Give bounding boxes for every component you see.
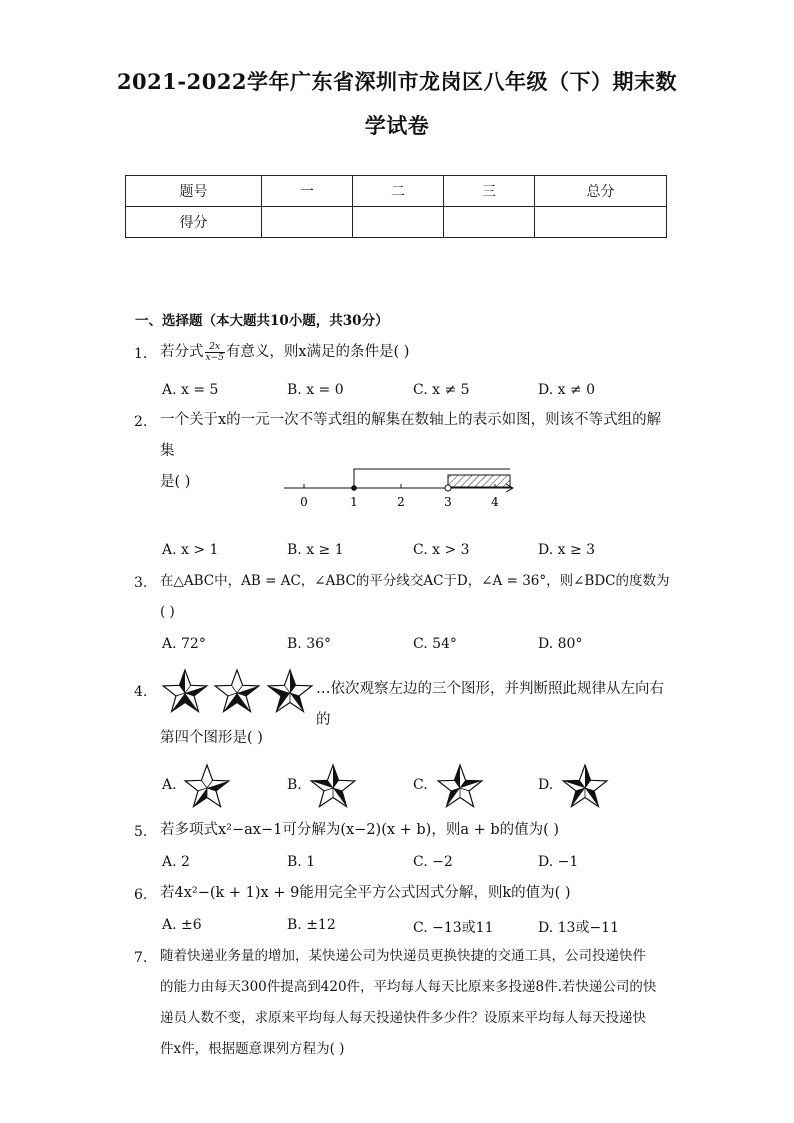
q7-line2: 的能力由每天300件提高到420件，平均每人每天比原来多投递8件.若快递公司的快 bbox=[160, 979, 657, 995]
row-label-cell: 得分 bbox=[126, 207, 262, 238]
star-spoke bbox=[460, 788, 469, 791]
q4-line1: …依次观察左边的三个图形，并判断照此规律从左向右的 bbox=[316, 681, 664, 728]
score-table bbox=[125, 175, 667, 238]
question-number: 6. bbox=[134, 887, 148, 903]
star-option-a-icon bbox=[182, 762, 232, 810]
option-c[interactable]: C. −2 bbox=[413, 854, 453, 870]
q1-pre: 若分式 bbox=[160, 344, 204, 360]
star-shaded-wedge bbox=[585, 788, 599, 807]
option-b[interactable]: B. x ≥ 1 bbox=[287, 542, 344, 558]
header-cell: 一 bbox=[262, 176, 353, 207]
q2-line2: 是( ) bbox=[160, 474, 191, 490]
question-number: 7. bbox=[134, 950, 148, 966]
option-b[interactable]: B. ±12 bbox=[287, 917, 336, 933]
option-a[interactable]: A. 2 bbox=[162, 854, 190, 870]
score-cell[interactable] bbox=[353, 207, 444, 238]
question-number: 2. bbox=[134, 414, 148, 430]
star-option-d-icon bbox=[560, 762, 610, 810]
exam-title-line1: 2021-2022学年广东省深圳市龙岗区八年级（下）期末数 bbox=[116, 69, 678, 94]
hatched-region bbox=[448, 475, 510, 487]
score-cell[interactable] bbox=[535, 207, 667, 238]
star-shaded-wedge bbox=[193, 788, 207, 807]
score-cell[interactable] bbox=[262, 207, 353, 238]
option-d[interactable]: D. 13或−11 bbox=[538, 920, 619, 936]
option-b[interactable]: B. 1 bbox=[287, 854, 316, 870]
star-spoke bbox=[324, 788, 333, 791]
star-figure-2 bbox=[212, 667, 262, 715]
score-table-header-row bbox=[126, 176, 667, 207]
tick-label: 3 bbox=[444, 495, 452, 509]
option-c[interactable]: C. −13或11 bbox=[413, 920, 494, 936]
option-d[interactable]: D. x ≥ 3 bbox=[538, 542, 596, 558]
option-b[interactable]: B. 36° bbox=[287, 636, 332, 652]
q5-line1: 若多项式x²−ax−1可分解为(x−2)(x + b)，则a + b的值为( ) bbox=[160, 822, 560, 838]
q7-line1: 随着快递业务量的增加，某快递公司为快递员更换快捷的交通工具，公司投递快件 bbox=[160, 948, 646, 964]
tick-label: 2 bbox=[397, 495, 405, 509]
star-option-c-icon bbox=[435, 762, 485, 810]
option-b[interactable]: B. x = 0 bbox=[287, 382, 344, 398]
header-cell: 总分 bbox=[535, 176, 667, 207]
header-cell: 题号 bbox=[126, 176, 262, 207]
option-b[interactable]: B. bbox=[287, 777, 302, 793]
tick-label: 4 bbox=[491, 495, 499, 509]
star-figure-3 bbox=[265, 667, 315, 715]
q4-line2: 第四个图形是( ) bbox=[160, 730, 263, 746]
q3-line1: 在△ABC中，AB = AC，∠ABC的平分线交AC于D，∠A = 36°，则∠BDC的度数为 bbox=[160, 573, 670, 589]
header-cell: 二 bbox=[353, 176, 444, 207]
star-outline bbox=[185, 765, 229, 807]
q1-post: 有意义，则x满足的条件是( ) bbox=[225, 344, 410, 360]
star-shaded-wedge bbox=[237, 693, 251, 712]
hollow-point bbox=[445, 485, 451, 491]
option-a[interactable]: A. 72° bbox=[162, 636, 206, 652]
star-shaded-wedge bbox=[223, 693, 237, 712]
score-cell[interactable] bbox=[444, 207, 535, 238]
question-7-text bbox=[160, 941, 670, 1065]
question-number: 4. bbox=[134, 684, 148, 700]
option-d[interactable]: D. 80° bbox=[538, 636, 583, 652]
option-c[interactable]: C. x ≠ 5 bbox=[413, 382, 470, 398]
question-1-text bbox=[160, 337, 670, 368]
solid-point bbox=[351, 485, 357, 491]
option-a[interactable]: A. ±6 bbox=[162, 917, 202, 933]
q6-line1: 若4x²−(k + 1)x + 9能用完全平方公式因式分解，则k的值为( ) bbox=[160, 885, 571, 901]
header-cell: 三 bbox=[444, 176, 535, 207]
q3-line2: ( ) bbox=[160, 604, 175, 620]
option-d[interactable]: D. x ≠ 0 bbox=[538, 382, 596, 398]
star-spoke bbox=[201, 780, 207, 788]
score-table-score-row bbox=[126, 207, 667, 238]
option-a[interactable]: A. bbox=[162, 777, 177, 793]
option-d[interactable]: D. −1 bbox=[538, 854, 579, 870]
section-heading: 一、选择题（本大题共10小题，共30分） bbox=[135, 313, 389, 329]
fraction bbox=[205, 342, 225, 363]
star-spoke bbox=[231, 685, 237, 693]
option-a[interactable]: A. x > 1 bbox=[162, 542, 219, 558]
number-line-figure bbox=[280, 462, 520, 512]
question-number: 5. bbox=[134, 824, 148, 840]
star-shaded-wedge bbox=[333, 788, 347, 807]
option-d[interactable]: D. bbox=[538, 777, 554, 793]
fraction-denominator: x−5 bbox=[205, 352, 224, 363]
star-shaded-wedge bbox=[185, 693, 199, 712]
option-c[interactable]: C. 54° bbox=[413, 636, 457, 652]
star-shaded-wedge bbox=[571, 788, 585, 807]
star-outline bbox=[215, 670, 259, 712]
tick-label: 1 bbox=[350, 495, 358, 509]
star-shaded-wedge bbox=[290, 693, 304, 712]
tick-label: 0 bbox=[300, 495, 308, 509]
star-shaded-wedge bbox=[171, 693, 185, 712]
q7-line4: 件x件，根据题意课列方程为( ) bbox=[160, 1041, 345, 1057]
option-c[interactable]: C. x > 3 bbox=[413, 542, 470, 558]
question-number: 3. bbox=[134, 575, 148, 591]
q7-line3: 递员人数不变，求原来平均每人每天投递快件多少件？设原来平均每人每天投递快 bbox=[160, 1010, 646, 1026]
question-3-text bbox=[160, 566, 670, 628]
star-shaded-wedge bbox=[446, 788, 460, 807]
q2-line1: 一个关于x的一元一次不等式组的解集在数轴上的表示如图，则该不等式组的解集 bbox=[160, 412, 662, 459]
question-number: 1. bbox=[134, 346, 148, 362]
star-figure-1 bbox=[160, 667, 210, 715]
option-a[interactable]: A. x = 5 bbox=[162, 382, 219, 398]
exam-title-line2: 学试卷 bbox=[364, 113, 430, 138]
fraction-numerator: 2x bbox=[205, 342, 225, 353]
star-option-b-icon bbox=[308, 762, 358, 810]
star-shaded-wedge bbox=[276, 693, 290, 712]
option-c[interactable]: C. bbox=[413, 777, 428, 793]
